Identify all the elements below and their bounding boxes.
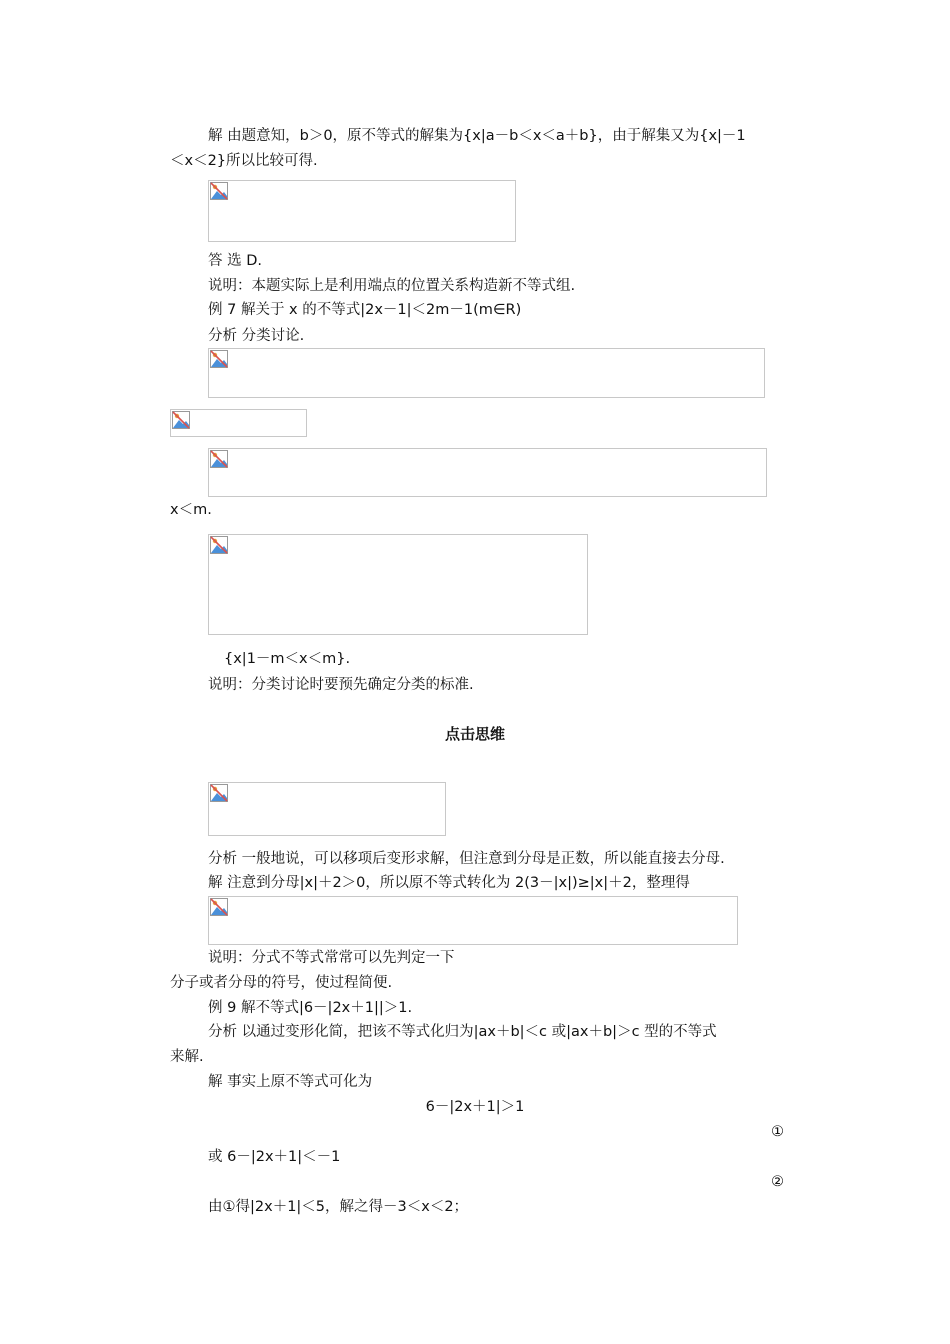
- image-placeholder: [170, 409, 307, 437]
- analysis-line-2: 分析 一般地说，可以移项后变形求解，但注意到分母是正数，所以能直接去分母.: [208, 851, 725, 867]
- image-placeholder: [208, 448, 767, 497]
- equation-1: 6－|2x＋1|＞1: [425, 1099, 525, 1115]
- equation-2-number: ②: [771, 1174, 784, 1190]
- broken-image-icon: [172, 411, 190, 429]
- broken-image-icon: [210, 182, 228, 200]
- image-placeholder: [208, 534, 588, 635]
- solution-line-4: 解 事实上原不等式可化为: [208, 1074, 373, 1090]
- image-placeholder: [208, 782, 446, 836]
- answer-line: 答 选 D.: [208, 253, 262, 269]
- solution-line-5: 由①得|2x＋1|＜5，解之得－3＜x＜2；: [208, 1199, 469, 1215]
- broken-image-icon: [210, 536, 228, 554]
- solution-line-1: 解 由题意知，b＞0，原不等式的解集为{x|a－b＜x＜a＋b}，由于解集又为{x|－1: [208, 128, 746, 144]
- broken-image-icon: [210, 450, 228, 468]
- analysis-line-3: 分析 以通过变形化简，把该不等式化归为|ax＋b|＜c 或|ax＋b|＞c 型的不等式: [208, 1024, 717, 1040]
- note-line-3: 说明：分式不等式常常可以先判定一下: [208, 950, 455, 966]
- image-placeholder: [208, 180, 516, 242]
- solution-line-2: ＜x＜2}所以比较可得.: [170, 153, 318, 169]
- section-heading: 点击思维: [444, 725, 505, 743]
- analysis-line-1: 分析 分类讨论.: [208, 328, 305, 344]
- image-placeholder: [208, 348, 765, 398]
- solution-line-3: 解 注意到分母|x|＋2＞0，所以原不等式转化为 2(3－|x|)≥|x|＋2，整理得: [208, 875, 690, 891]
- note-line-4: 分子或者分母的符号，使过程简便.: [170, 975, 393, 991]
- note-line-2: 说明：分类讨论时要预先确定分类的标准.: [208, 677, 474, 693]
- example-9-title: 例 9 解不等式|6－|2x＋1||＞1.: [208, 1000, 413, 1016]
- broken-image-icon: [210, 784, 228, 802]
- equation-2: 或 6－|2x＋1|＜－1: [208, 1149, 341, 1165]
- analysis-line-4: 来解.: [170, 1049, 204, 1065]
- note-line-1: 说明：本题实际上是利用端点的位置关系构造新不等式组.: [208, 278, 576, 294]
- broken-image-icon: [210, 898, 228, 916]
- result-set-line: {x|1－m＜x＜m}.: [224, 651, 351, 667]
- result-line-1: x＜m.: [170, 502, 212, 518]
- broken-image-icon: [210, 350, 228, 368]
- image-placeholder: [208, 896, 738, 945]
- equation-1-number: ①: [771, 1124, 784, 1140]
- example-7-title: 例 7 解关于 x 的不等式|2x－1|＜2m－1(m∈R): [208, 302, 522, 318]
